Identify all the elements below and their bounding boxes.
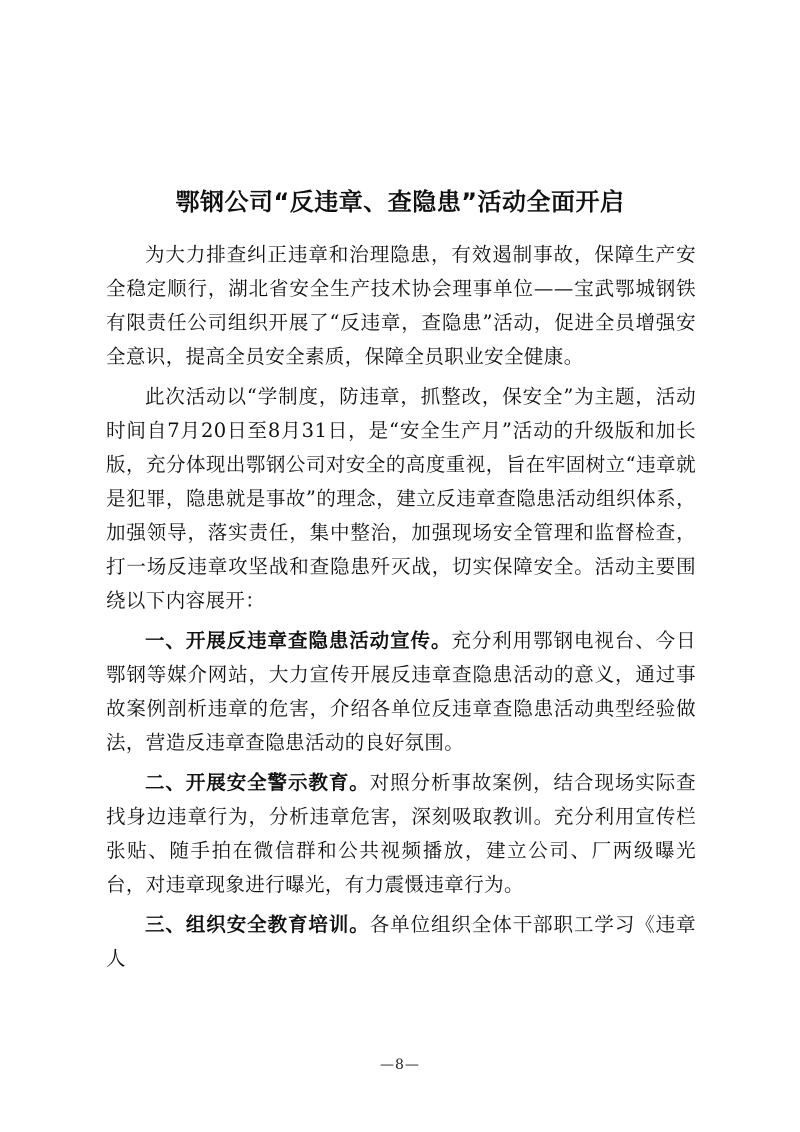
document-body — [106, 238, 696, 982]
paragraph-text: 为大力排查纠正违章和治理隐患，有效遏制事故，保障生产安全稳定顺行，湖北省安全生产技术协会理事单位——宝武鄂城钢铁有限责任公司组织开展了“反违章，查隐患”活动，促进全员增强安全意识，提高全员安全素质，保障全员职业安全健康。 — [106, 243, 696, 368]
paragraph-text: 此次活动以“学制度，防违章，抓整改，保安全”为主题，活动时间自7月20日至8月31日，是“安全生产月”活动的升级版和加长版，充分体现出鄂钢公司对安全的高度重视，旨在牢固树立“违章就是犯罪，隐患就是事故”的理念，建立反违章查隐患活动组织体系，加强领导，落实责任，集中整治，加强现场安全管理和监督检查，打一场反违章攻坚战和查隐患歼灭战，切实保障安全。活动主要围绕以下内容展开： — [106, 385, 696, 612]
paragraph — [106, 624, 696, 760]
paragraph — [106, 766, 696, 902]
paragraph — [106, 238, 696, 374]
paragraph-lead: 三、组织安全教育培训。 — [145, 913, 370, 936]
paragraph — [106, 908, 696, 976]
paragraph-lead: 二、开展安全警示教育。 — [145, 771, 370, 794]
paragraph-text: 充分利用鄂钢电视台、今日鄂钢等媒介网站，大力宣传开展反违章查隐患活动的意义，通过事故案例剖析违章的危害，介绍各单位反违章查隐患活动典型经验做法，营造反违章查隐患活动的良好氛围。 — [106, 629, 696, 754]
paragraph-lead: 一、开展反违章查隐患活动宣传。 — [145, 629, 452, 652]
document-title: 鄂钢公司“反违章、查隐患”活动全面开启 — [175, 188, 625, 217]
paragraph-text: 各单位组织全体干部职工学习《违章人 — [106, 913, 697, 970]
page-number: —8— — [380, 1057, 420, 1073]
paragraph — [106, 380, 696, 618]
paragraph-text: 对照分析事故案例，结合现场实际查找身边违章行为，分析违章危害，深刻吸取教训。充分利用宣传栏张贴、随手拍在微信群和公共视频播放，建立公司、厂两级曝光台，对违章现象进行曝光，有力震慑违章行为。 — [106, 771, 697, 896]
